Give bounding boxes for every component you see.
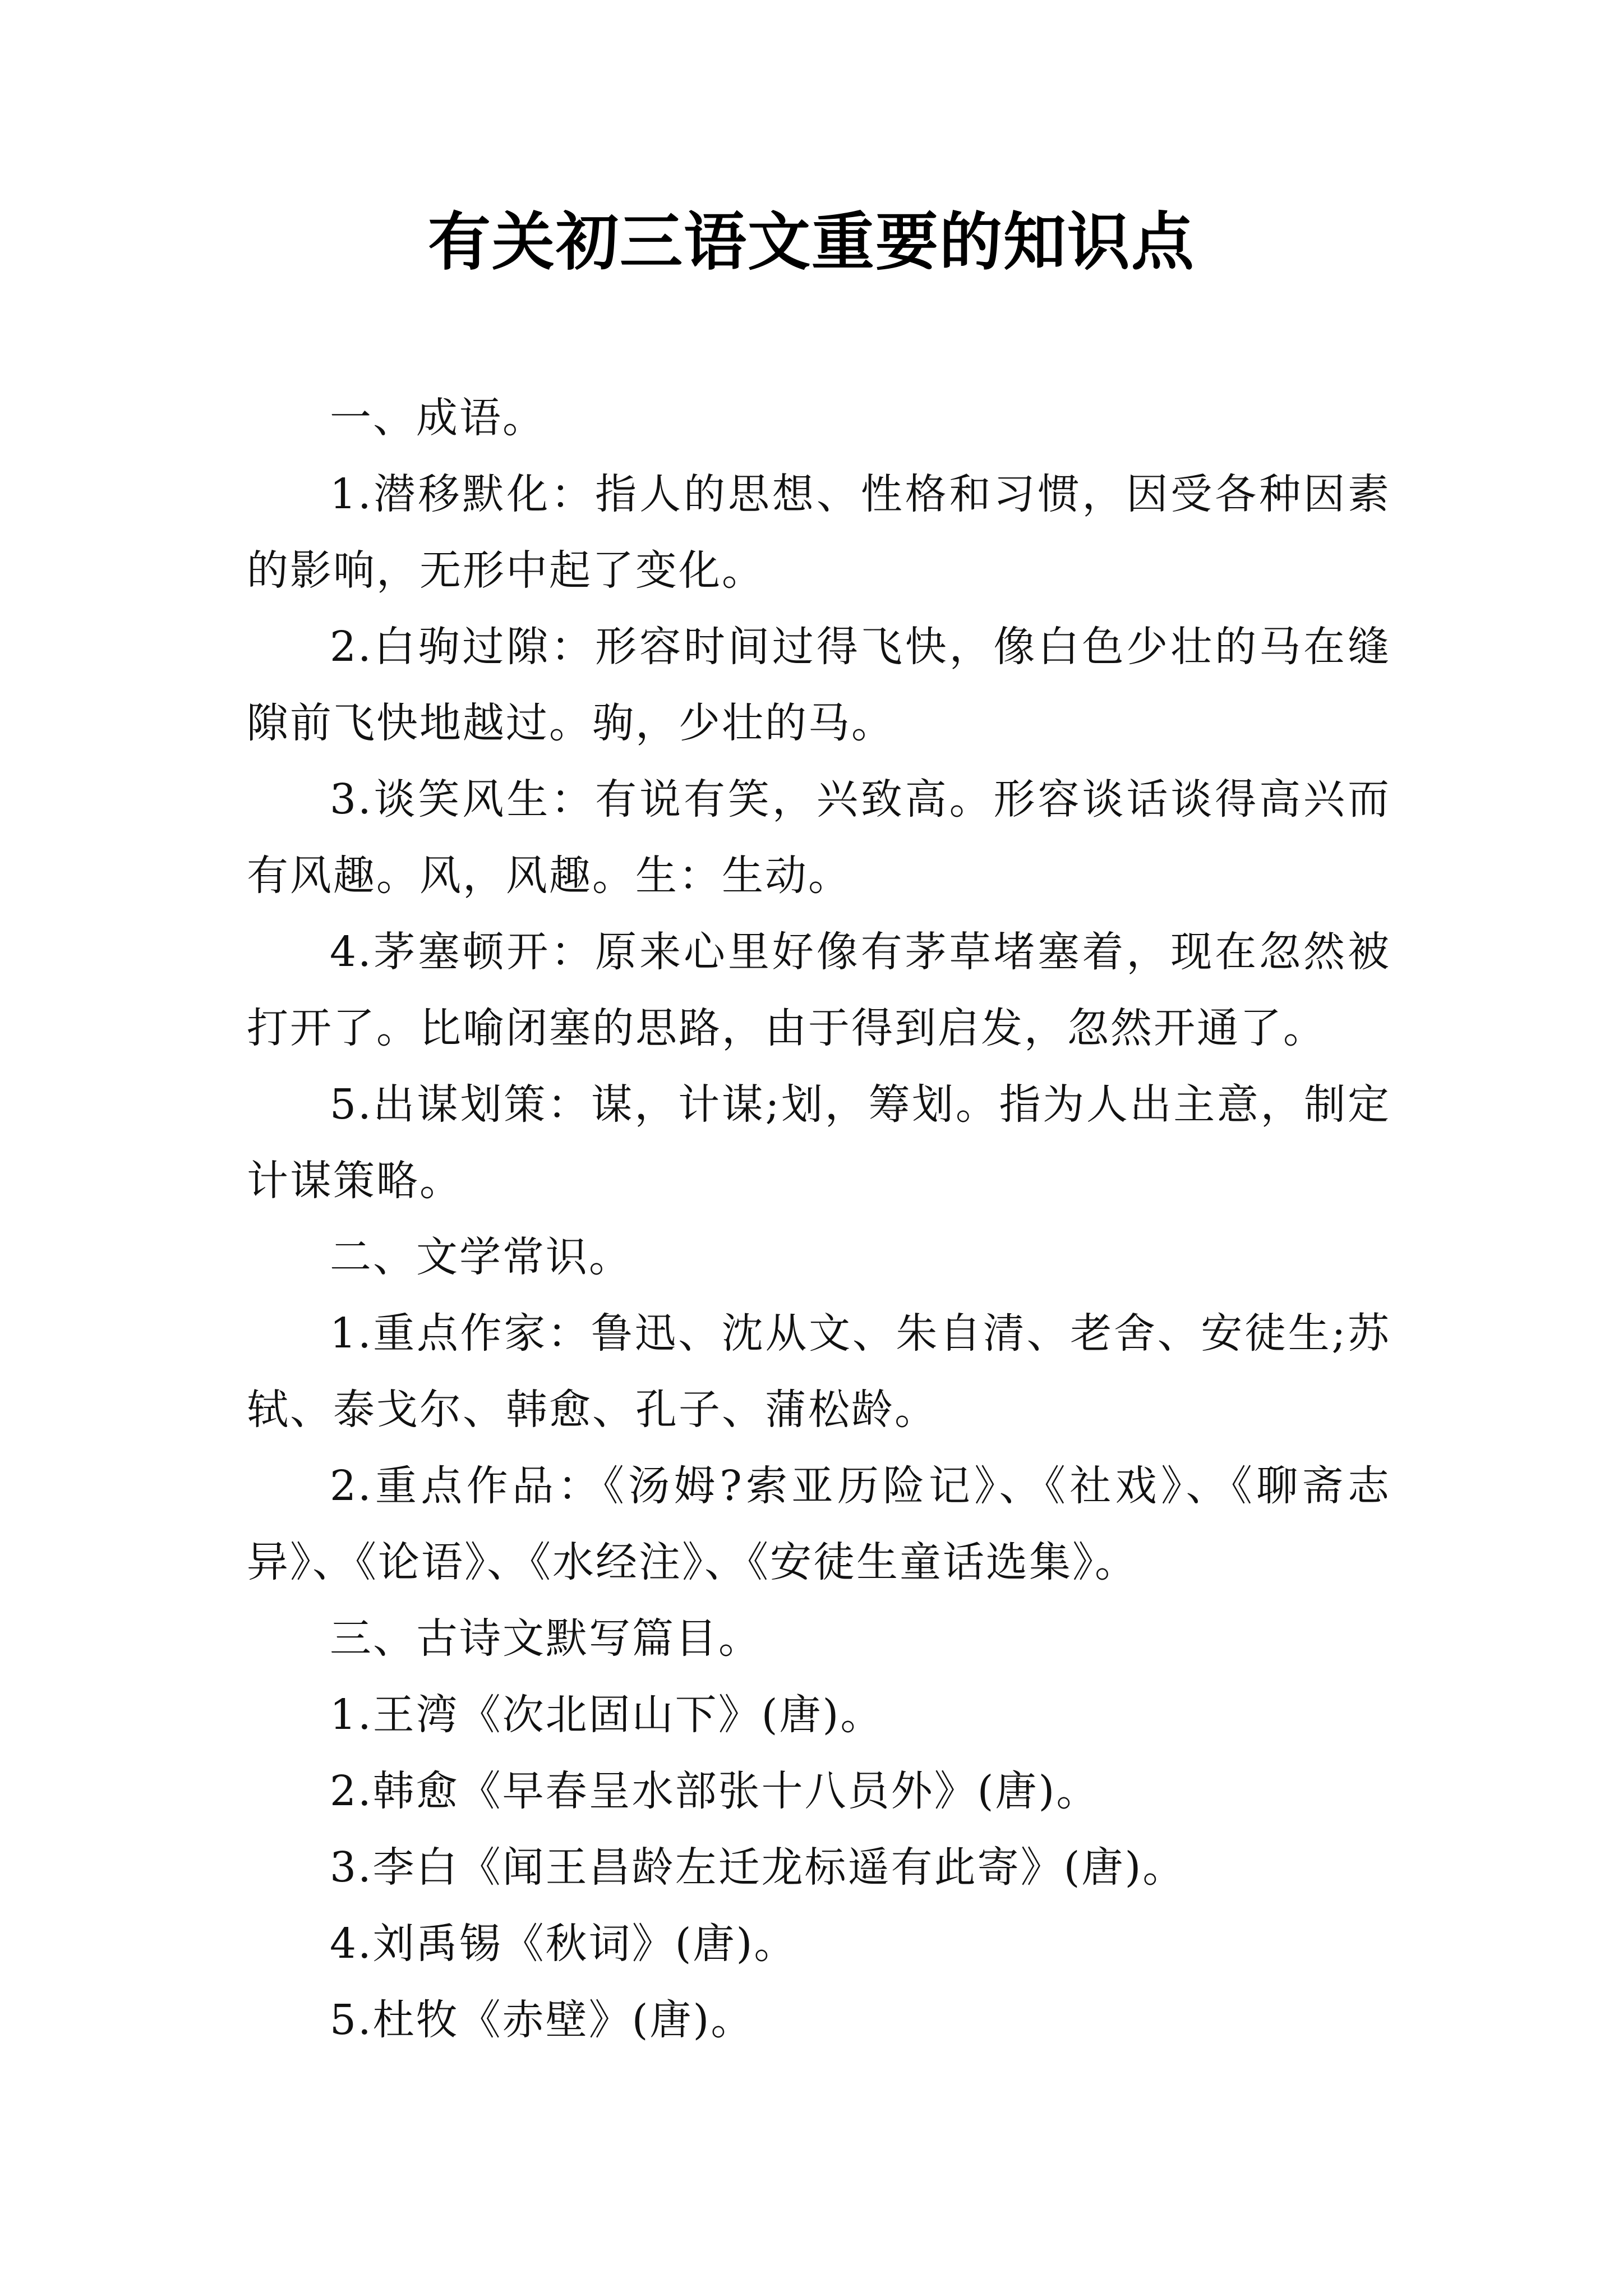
- paragraph: 3.李白《闻王昌龄左迁龙标遥有此寄》(唐)。: [330, 1843, 1186, 1892]
- paragraph: 1.重点作家：鲁迅、沈从文、朱自清、老舍、安徒生;苏轼、泰戈尔、韩愈、孔子、蒲松龄。: [247, 1309, 1391, 1434]
- document-body: [247, 380, 1391, 2058]
- paragraph: 2.重点作品：《汤姆?索亚历险记》、《社戏》、《聊斋志异》、《论语》、《水经注》、《安徒生童话选集》。: [247, 1462, 1391, 1586]
- paragraph: 4.刘禹锡《秋词》(唐)。: [330, 1920, 797, 1968]
- paragraph: 1.王湾《次北固山下》(唐)。: [330, 1691, 884, 1739]
- paragraph: 5.出谋划策：谋，计谋;划，筹划。指为人出主意，制定计谋策略。: [247, 1080, 1391, 1205]
- section-heading-literature: 二、文学常识。: [330, 1233, 632, 1281]
- document-title: 有关初三语文重要的知识点: [428, 206, 1195, 279]
- section-heading-poetry: 三、古诗文默写篇目。: [330, 1614, 762, 1663]
- paragraph: 1.潜移默化：指人的思想、性格和习惯，因受各种因素的影响，无形中起了变化。: [247, 470, 1391, 595]
- paragraph: 2.白驹过隙：形容时间过得飞快，像白色少壮的马在缝隙前飞快地越过。驹，少壮的马。: [247, 623, 1391, 747]
- section-heading-idioms: 一、成语。: [330, 394, 546, 442]
- paragraph: 3.谈笑风生：有说有笑，兴致高。形容谈话谈得高兴而有风趣。风，风趣。生：生动。: [247, 775, 1391, 900]
- paragraph: 2.韩愈《早春呈水部张十八员外》(唐)。: [330, 1767, 1100, 1815]
- paragraph: 4.茅塞顿开：原来心里好像有茅草堵塞着，现在忽然被打开了。比喻闭塞的思路，由于得到启发，忽然开通了。: [247, 928, 1391, 1052]
- paragraph: 5.杜牧《赤壁》(唐)。: [330, 1996, 754, 2044]
